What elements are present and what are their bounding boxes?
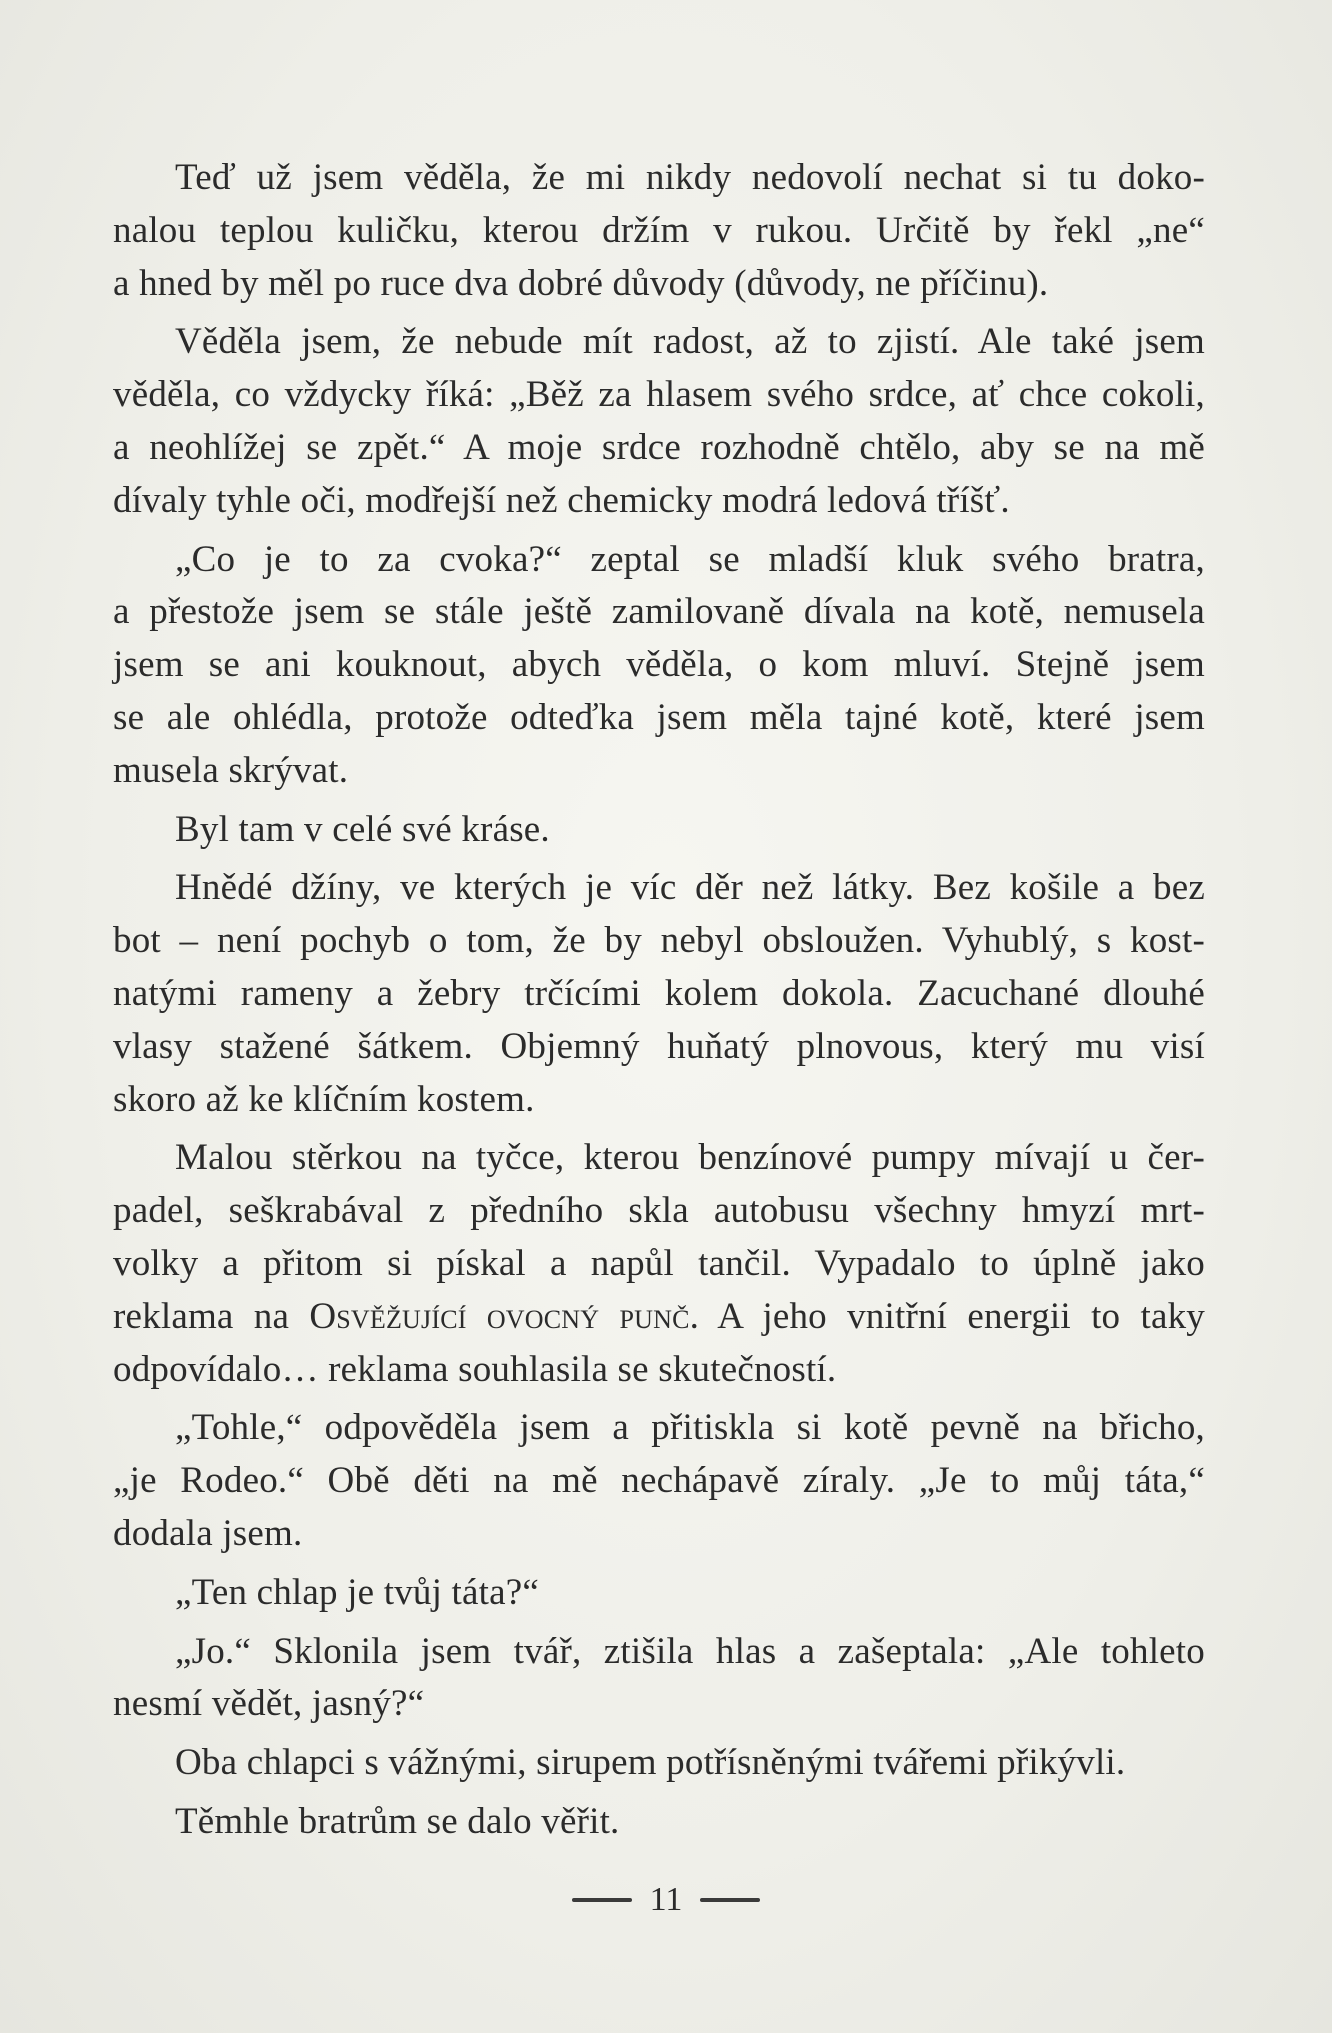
text-line: a neohlížej se zpět.“ A moje srdce rozhodně chtělo, aby se na mě <box>113 426 1205 468</box>
text-line: vlasy stažené šátkem. Objemný huňatý plnovous, který mu visí <box>113 1025 1205 1067</box>
text-line: natými rameny a žebry trčícími kolem dokola. Zacuchané dlouhé <box>113 972 1205 1014</box>
text-line: dodala jsem. <box>113 1512 303 1554</box>
text-line: dívaly tyhle oči, modřejší než chemicky modrá ledová tříšť. <box>113 479 1010 521</box>
text-line: Těmhle bratrům se dalo věřit. <box>175 1800 620 1842</box>
text-line: nesmí vědět, jasný?“ <box>113 1683 425 1725</box>
text-line: Hnědé džíny, ve kterých je víc děr než látky. Bez košile a bez <box>175 867 1205 909</box>
text-line: se ale ohlédla, protože odteďka jsem měla tajné kotě, které jsem <box>113 696 1205 738</box>
text-line: odpovídalo… reklama souhlasila se skutečností. <box>113 1348 837 1390</box>
text-line: „je Rodeo.“ Obě děti na mě nechápavě zíraly. „Je to můj táta,“ <box>113 1460 1205 1502</box>
text-line: Teď už jsem věděla, že mi nikdy nedovolí nechat si tu doko- <box>175 157 1205 198</box>
text-line-reklama: reklama na Osvěžující ovocný punč. A jeho vnitřní energii to taky <box>113 1295 1205 1337</box>
text-line: „Tohle,“ odpověděla jsem a přitiskla si kotě pevně na břicho, <box>175 1407 1205 1449</box>
text-line: padel, seškrabával z předního skla autobusu všechny hmyzí mrt- <box>113 1190 1205 1232</box>
text-line: Malou stěrkou na tyčce, kterou benzínové pumpy mívají u čer- <box>175 1137 1205 1179</box>
page-number: 11 <box>649 1881 683 1918</box>
text-line: věděla, co vždycky říká: „Běž za hlasem svého srdce, ať chce cokoli, <box>113 374 1205 416</box>
text-line: nalou teplou kuličku, kterou držím v rukou. Určitě by řekl „ne“ <box>113 209 1205 251</box>
product-name: Osvěžující ovocný punč <box>309 1295 690 1337</box>
text-line: „Ten chlap je tvůj táta?“ <box>175 1571 539 1613</box>
footer-right-ornament <box>700 1898 760 1902</box>
text-line: Byl tam v celé své kráse. <box>175 808 550 850</box>
footer-left-ornament <box>572 1898 632 1902</box>
text-line: skoro až ke klíčním kostem. <box>113 1078 535 1120</box>
text-line: a hned by měl po ruce dva dobré důvody (důvody, ne příčinu). <box>113 262 1049 304</box>
text-line: jsem se ani kouknout, abych věděla, o kom mluví. Stejně jsem <box>113 644 1205 686</box>
text-line: Věděla jsem, že nebude mít radost, až to zjistí. Ale také jsem <box>175 321 1205 363</box>
text-line: musela skrývat. <box>113 749 349 791</box>
text-line: volky a přitom si pískal a napůl tančil. Vypadalo to úplně jako <box>113 1242 1205 1284</box>
text-line: „Co je to za cvoka?“ zeptal se mladší kluk svého bratra, <box>175 538 1205 580</box>
text-line: Oba chlapci s vážnými, sirupem potřísněnými tvářemi přikývli. <box>175 1742 1126 1784</box>
text-line: „Jo.“ Sklonila jsem tvář, ztišila hlas a zašeptala: „Ale tohleto <box>175 1630 1205 1672</box>
book-page-body <box>113 152 1205 1849</box>
page-footer <box>0 1880 1332 1920</box>
text-line: a přestože jsem se stále ještě zamilovaně dívala na kotě, nemusela <box>113 591 1205 633</box>
text-line: bot – není pochyb o tom, že by nebyl obsloužen. Vyhublý, s kost- <box>113 920 1205 962</box>
